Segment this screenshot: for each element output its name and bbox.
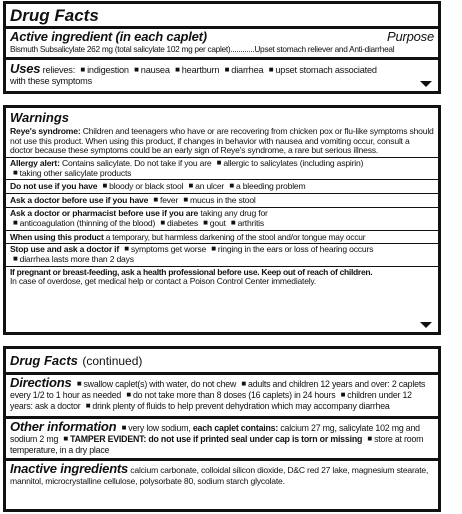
drug-facts-panel-1	[3, 1, 441, 94]
tamper-evident-notice: ■ TAMPER EVIDENT: do not use if printed seal under cap is torn or missing	[60, 434, 362, 444]
direction-text: 24 hours	[302, 390, 336, 401]
continue-arrow-icon	[420, 81, 432, 87]
stop-use-item: ■ symptoms get worse	[121, 244, 206, 254]
active-ingredient-line: Bismuth Subsalicylate 262 mg (total salicylate 102 mg per caplet)............Upset stomach reliever and Anti-diarrheal	[10, 44, 395, 54]
other-info-item: ■ very low sodium,	[119, 423, 191, 433]
other-info-heading: Other information	[10, 418, 117, 434]
do-not-use-label: Do not use if you have	[10, 181, 98, 192]
ask-doctor-label: Ask a doctor before use if you have	[10, 195, 149, 206]
panel-title: Drug Facts	[10, 6, 99, 25]
other-info-item: ■ store at room temperature, in a dry place	[10, 434, 423, 455]
ask-pharmacist-label: Ask a doctor or pharmacist before use if you are	[10, 208, 199, 219]
do-not-use-item: ■ a bleeding problem	[226, 181, 305, 191]
direction-item: ■ swallow caplet(s) with water, do not chew	[74, 379, 236, 389]
reye-text: Children and teenagers who have or are recovering from chicken pox or flu-like symptoms should not use this product. When using this product, if changes in behavior with nausea and vomiting occur, consult a doctor because these symptoms could be an early sign of Reye's syndrome, a rare but serious illness.	[10, 126, 434, 156]
direction-item: ■ do not take more than 8 doses (16 caplets) in	[123, 390, 300, 400]
ask-pharmacist-text: taking any drug for	[200, 208, 268, 219]
direction-item: ■ adults and children 12 years and	[238, 379, 368, 389]
drug-facts-continued-panel	[3, 346, 441, 512]
warnings-heading: Warnings	[10, 110, 69, 125]
other-info-text: salicylate 102 mg and sodium 2 mg	[10, 422, 420, 444]
stop-use-item: ■ ringing in the ears or loss of hearing occurs	[208, 244, 373, 254]
inactive-ingredients-text: calcium carbonate, colloidal silicon dioxide, D&C red 27 lake, magnesium stearate, mannitol, microcrystalline cellulose, polysorbate 80, sodium starch glycolate.	[10, 465, 429, 487]
stop-use-item: ■ diarrhea lasts more than 2 days	[10, 254, 134, 264]
purpose-heading: Purpose	[386, 29, 434, 44]
warnings-panel	[3, 105, 441, 335]
uses-tail: with these symptoms	[10, 76, 92, 86]
when-using-label: When using this product	[10, 231, 104, 242]
ask-pharmacist-item: ■ arthritis	[228, 218, 264, 228]
use-item: ■ upset stomach associated	[266, 65, 377, 75]
stop-use-label: Stop use and ask a doctor if	[10, 243, 120, 254]
ask-doctor-item: ■ mucus in the stool	[180, 195, 255, 205]
ask-pharmacist-item: ■ diabetes	[157, 218, 198, 228]
when-using-text: a temporary, but harmless darkening of the stool and/or tongue may occur	[105, 231, 366, 242]
ask-pharmacist-item: ■ anticoagulation (thinning of the blood)	[10, 218, 155, 228]
inactive-ingredients-heading: Inactive ingredients	[10, 461, 129, 477]
allergy-label: Allergy alert:	[10, 157, 60, 168]
do-not-use-item: ■ bloody or black stool	[99, 181, 183, 191]
direction-item: ■ drink plenty of fluids to help prevent	[83, 401, 223, 411]
directions-heading: Directions	[10, 375, 72, 390]
other-info-text: calcium 27 mg,	[280, 422, 337, 433]
reye-label: Reye's syndrome:	[10, 126, 81, 136]
allergy-item: ■ taking other salicylate products	[10, 168, 131, 178]
pregnancy-warning: If pregnant or breast-feeding, ask a health professional before use. Keep out of reach of children.	[10, 266, 373, 277]
uses-heading: Uses	[10, 61, 41, 76]
ask-doctor-item: ■ fever	[150, 195, 178, 205]
overdose-warning: In case of overdose, get medical help or contact a Poison Control Center immediately.	[10, 276, 317, 287]
use-item: ■ heartburn	[172, 65, 219, 75]
do-not-use-item: ■ an ulcer	[185, 181, 224, 191]
direction-text: over: 2 caplets every 1/2 to 1 hour as needed	[10, 379, 426, 401]
allergy-text: Contains salicylate. Do not take if you are	[61, 157, 212, 168]
continued-label: (continued)	[82, 354, 143, 368]
use-item: ■ nausea	[131, 65, 170, 75]
other-info-bold: each caplet contains:	[192, 422, 279, 433]
active-ingredient-heading: Active ingredient (in each caplet)	[10, 29, 207, 44]
panel-title: Drug Facts	[10, 353, 78, 368]
uses-intro: relieves:	[42, 65, 76, 75]
direction-item: ■ children under 12 years: ask a doctor	[10, 390, 412, 411]
allergy-item: ■ allergic to salicylates (including aspirin)	[214, 158, 364, 168]
use-item: ■ diarrhea	[222, 65, 264, 75]
continue-arrow-icon	[420, 322, 432, 328]
ask-pharmacist-item: ■ gout	[200, 218, 226, 228]
use-item: ■ indigestion	[77, 65, 128, 75]
direction-text: dehydration which may accompany diarrhea	[225, 401, 390, 412]
